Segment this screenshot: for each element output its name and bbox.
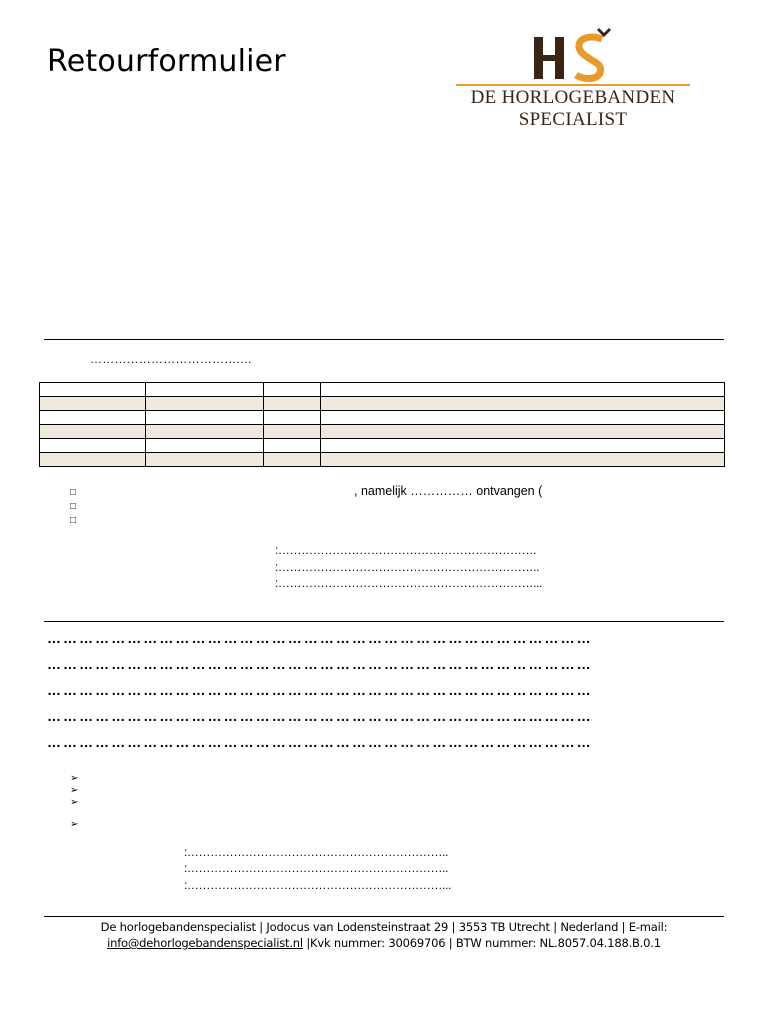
company-logo bbox=[452, 25, 694, 135]
sig-field-1-2[interactable]: :………………………………………………………….. bbox=[275, 560, 540, 574]
footer-email-link[interactable]: info@dehorlogebandenspecialist.nl bbox=[107, 936, 303, 950]
sig-field-1-3[interactable]: :…………………………………………………………... bbox=[275, 576, 542, 590]
comment-line-4[interactable]: ………………………………………………………………………………………… bbox=[47, 708, 593, 724]
table-row bbox=[40, 397, 725, 411]
table-row bbox=[40, 453, 725, 467]
table-row bbox=[40, 411, 725, 425]
comment-line-2[interactable]: ………………………………………………………………………………………… bbox=[47, 656, 593, 672]
divider-footer bbox=[44, 916, 724, 917]
logo-line-1: DE HORLOGEBANDEN bbox=[470, 87, 676, 108]
hs-monogram-icon bbox=[452, 25, 694, 87]
order-number-field[interactable]: ……………………………….… bbox=[90, 352, 253, 366]
sig-field-2-3[interactable]: :…………………………………………………………... bbox=[184, 878, 451, 892]
table-row bbox=[40, 425, 725, 439]
checkbox-1-text: , namelijk …………… ontvangen ( bbox=[354, 484, 543, 498]
sig-field-2-2[interactable]: :………………………………………………………….. bbox=[184, 861, 449, 875]
sig-field-2-1[interactable]: :………………………………………………………….. bbox=[184, 845, 449, 859]
arrow-bullet-icon: ➢ bbox=[70, 785, 79, 796]
footer-address: De horlogebandenspecialist | Jodocus van Lodensteinstraat 29 | 3553 TB Utrecht | Nederland | E-mail: bbox=[100, 920, 668, 934]
return-items-table bbox=[39, 382, 725, 467]
comment-line-1[interactable]: ………………………………………………………………………………………… bbox=[47, 630, 593, 646]
arrow-bullet-icon: ➢ bbox=[70, 797, 79, 808]
footer-registration: |Kvk nummer: 30069706 | BTW nummer: NL.8057.04.188.B.0.1 bbox=[302, 936, 661, 950]
logo-line-2: SPECIALIST bbox=[518, 109, 628, 130]
table-row bbox=[40, 383, 725, 397]
comment-line-3[interactable]: ………………………………………………………………………………………… bbox=[47, 682, 593, 698]
comment-line-5[interactable]: ………………………………………………………………………………………… bbox=[47, 734, 593, 750]
checkbox-2[interactable]: □ bbox=[70, 501, 77, 512]
arrow-bullet-icon: ➢ bbox=[70, 773, 79, 784]
footer bbox=[44, 919, 724, 951]
arrow-bullet-icon: ➢ bbox=[70, 819, 79, 830]
checkbox-1[interactable]: □ bbox=[70, 487, 77, 498]
checkbox-3[interactable]: □ bbox=[70, 515, 77, 526]
divider-top bbox=[44, 339, 724, 340]
footer-line-2 bbox=[44, 935, 724, 951]
divider-middle bbox=[44, 621, 724, 622]
table-row bbox=[40, 439, 725, 453]
page-title: Retourformulier bbox=[47, 44, 286, 79]
sig-field-1-1[interactable]: :…………………………………………………………. bbox=[275, 543, 537, 557]
